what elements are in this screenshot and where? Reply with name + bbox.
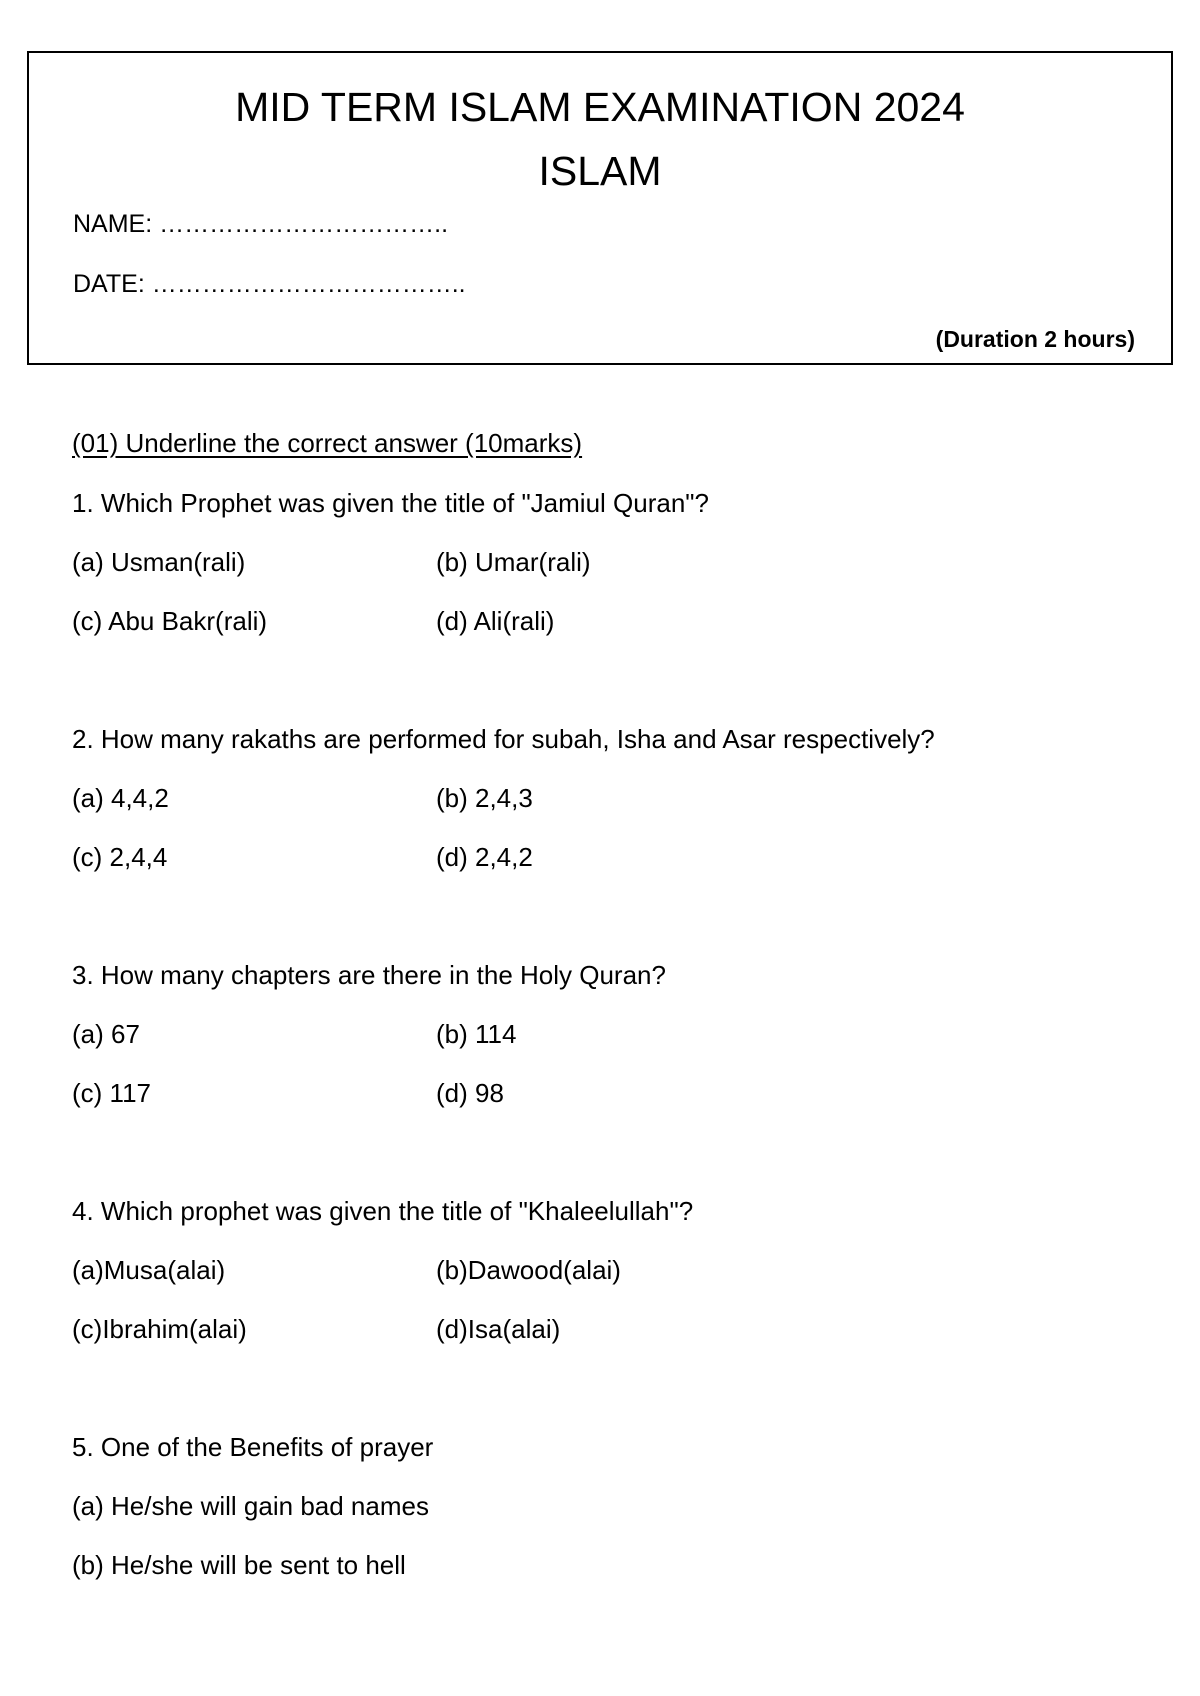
question-5-option-a: (a) He/she will gain bad names xyxy=(72,1491,429,1521)
question-3-option-c: (c) 117 xyxy=(72,1078,151,1108)
section-title: (01) Underline the correct answer (10marks) xyxy=(72,428,583,458)
question-2-option-d: (d) 2,4,2 xyxy=(436,842,533,872)
question-4-option-d: (d)Isa(alai) xyxy=(436,1314,561,1344)
question-4-text: 4. Which prophet was given the title of "Khaleelullah"? xyxy=(72,1196,694,1226)
exam-title: MID TERM ISLAM EXAMINATION 2024 xyxy=(235,84,965,130)
duration-label: (Duration 2 hours) xyxy=(935,326,1135,352)
date-field: DATE: ……………………………….. xyxy=(73,270,466,298)
question-4-option-b: (b)Dawood(alai) xyxy=(436,1255,621,1285)
question-2-option-a: (a) 4,4,2 xyxy=(72,783,169,813)
question-3-option-a: (a) 67 xyxy=(72,1019,140,1049)
question-1-option-a: (a) Usman(rali) xyxy=(72,547,246,577)
question-5-text: 5. One of the Benefits of prayer xyxy=(72,1432,434,1462)
question-4-option-a: (a)Musa(alai) xyxy=(72,1255,226,1285)
exam-subject: ISLAM xyxy=(538,148,662,194)
question-3-option-d: (d) 98 xyxy=(436,1078,504,1108)
question-5-option-b: (b) He/she will be sent to hell xyxy=(72,1550,406,1580)
question-2-option-c: (c) 2,4,4 xyxy=(72,842,168,872)
name-field: NAME: …………………………….. xyxy=(73,210,449,238)
question-2-text: 2. How many rakaths are performed for subah, Isha and Asar respectively? xyxy=(72,724,935,754)
question-1-option-b: (b) Umar(rali) xyxy=(436,547,591,577)
question-3-option-b: (b) 114 xyxy=(436,1019,517,1049)
question-1-option-c: (c) Abu Bakr(rali) xyxy=(72,606,268,636)
exam-header-box xyxy=(27,51,1173,365)
question-1-text: 1. Which Prophet was given the title of "Jamiul Quran"? xyxy=(72,488,709,518)
question-4-option-c: (c)Ibrahim(alai) xyxy=(72,1314,247,1344)
question-1-option-d: (d) Ali(rali) xyxy=(436,606,555,636)
question-2-option-b: (b) 2,4,3 xyxy=(436,783,533,813)
question-3-text: 3. How many chapters are there in the Holy Quran? xyxy=(72,960,666,990)
